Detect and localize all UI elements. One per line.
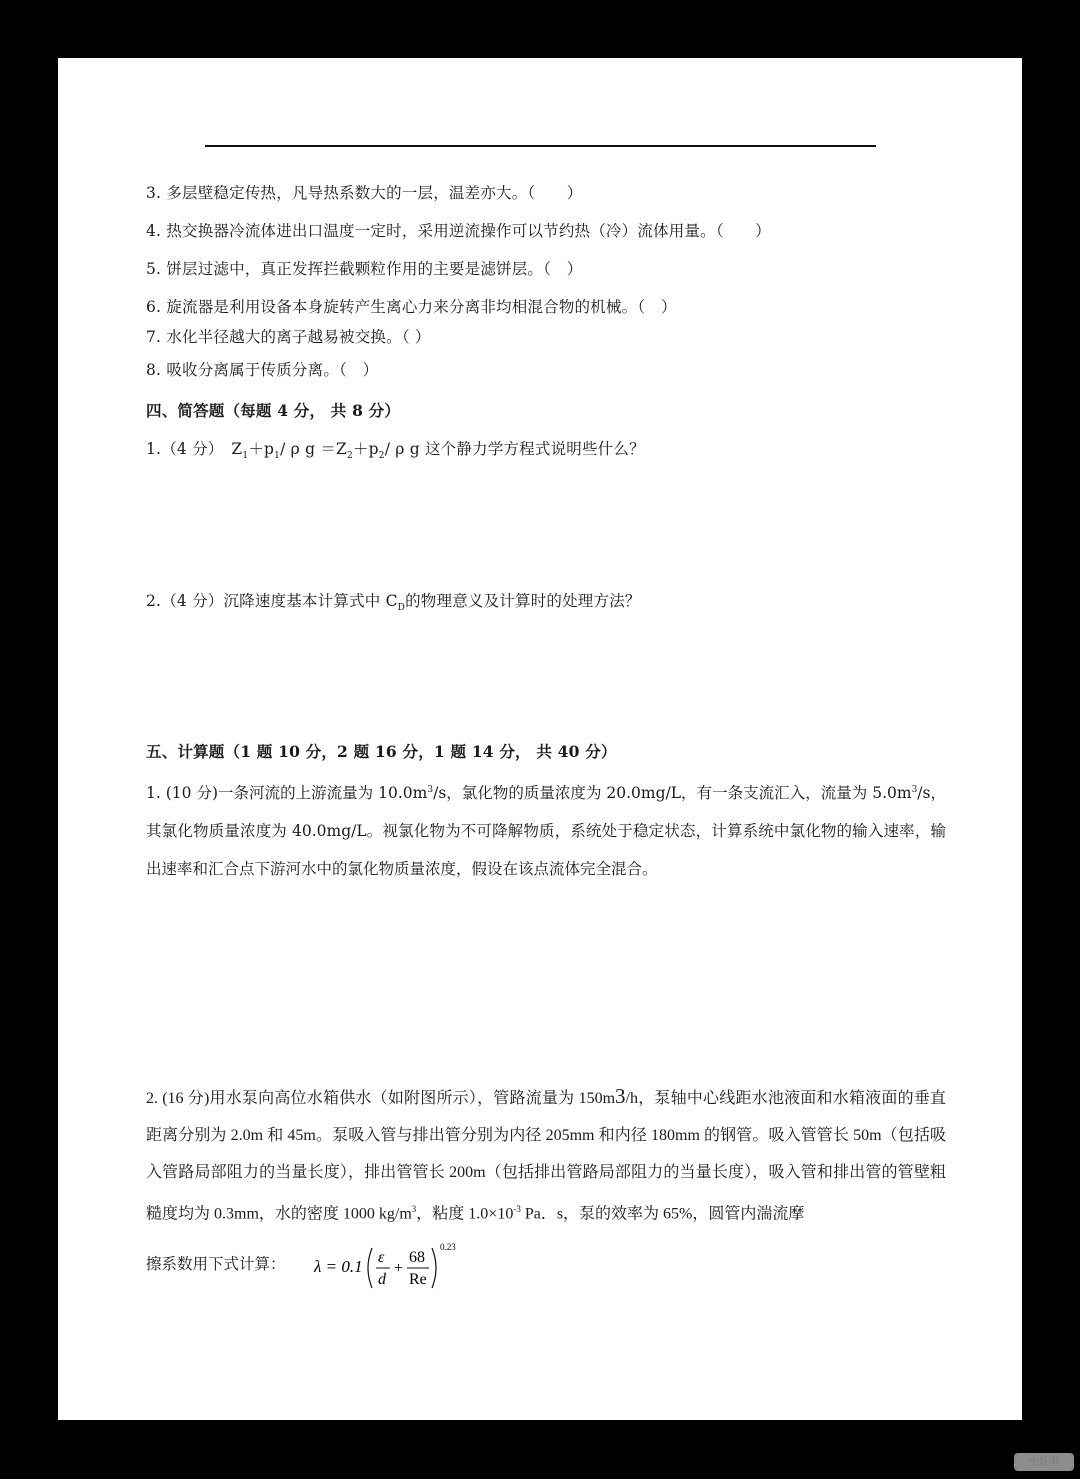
- left-paren: [368, 1248, 372, 1288]
- formula-label: 擦系数用下式计算：: [146, 1255, 286, 1273]
- q1-sub-3: 2: [347, 451, 353, 462]
- q2-text-b: 的物理意义及计算时的处理方法？: [405, 592, 641, 610]
- calc1-text-c: /s，其氯化物质量浓度为 40.0mg/L。视氯化物为不可降解物质，系统处于稳定状态，计算系统中氯化物的输入速率，输出速率和汇合点下游河水中的氯化物质量浓度，假设在该点流体完全混合。: [146, 784, 946, 879]
- calc2-text-a: 2. (16 分)用水泵向高位水箱供水（如附图所示），管路流量为 150m: [146, 1090, 616, 1107]
- q1-text-d: ＋p: [352, 440, 379, 458]
- calc2-sup-2: 3: [411, 1204, 417, 1214]
- friction-factor-formula: [314, 1238, 464, 1298]
- q1-sub-1: 1: [242, 451, 249, 462]
- q1-text-e: / ρ g 这个静力学方程式说明些什么？: [384, 440, 645, 458]
- formula-exponent: 0.23: [440, 1242, 456, 1252]
- short-answer-q1: [146, 439, 645, 466]
- judge-item-3: 3. 多层壁稳定传热，凡导热系数大的一层，温差亦大。（ ）: [146, 184, 583, 202]
- calc2-text-d: Pa．s，泵的效率为 65%，圆管内湍流摩: [520, 1205, 805, 1223]
- judge-item-4: 4. 热交换器冷流体进出口温度一定时，采用逆流操作可以节约热（冷）流体用量。（ ）: [146, 222, 771, 240]
- q1-text-b: ＋p: [248, 440, 275, 458]
- calc2-text-b: /h，泵轴中心线距水池液面和水箱液面的垂直距离分别为 2.0m 和 45m。泵吸入管与排出管分别为内径 205mm 和内径 180mm 的钢管。吸入管管长 50m（包括吸入管路局部阻力的当量长度），排出管管长 200m（包括排出管路局部阻力的当量长度），吸入管和排出管的管壁粗糙度均为 0.3mm，水的密度 1000 kg/m: [146, 1090, 946, 1223]
- calc1-sup-1: 3: [427, 785, 434, 795]
- section-heading-calculation: 五、计算题（1 题 10 分，2 题 16 分，1 题 14 分， 共 40 分）: [146, 742, 617, 761]
- q2-sub-d: D: [397, 603, 406, 614]
- calc2-sup-3: -3: [513, 1204, 521, 1214]
- calc2-cubed: 3: [615, 1084, 626, 1108]
- q1-text-c: / ρ g ＝Z: [280, 440, 348, 458]
- header-rule: [205, 145, 876, 147]
- judge-item-5: 5. 饼层过滤中，真正发挥拦截颗粒作用的主要是滤饼层。（ ）: [146, 260, 583, 278]
- watermark-logo: 小红书: [1014, 1453, 1074, 1471]
- q1-text-a: 1.（4 分） Z: [146, 440, 243, 458]
- short-answer-q2: [146, 591, 641, 618]
- formula-num-68: 68: [409, 1249, 425, 1266]
- formula-den-d: d: [378, 1271, 386, 1288]
- formula-den-re: Re: [409, 1271, 427, 1288]
- q1-sub-2: 1: [274, 451, 281, 462]
- calc1-sup-2: 3: [911, 785, 918, 795]
- formula-num-epsilon: ε: [378, 1249, 385, 1266]
- q2-text-a: 2.（4 分）沉降速度基本计算式中 C: [146, 592, 398, 610]
- calc1-text-b: /s，氯化物的质量浓度为 20.0mg/L，有一条支流汇入，流量为 5.0m: [433, 784, 912, 803]
- calc1-text-a: 1. (10 分)一条河流的上游流量为 10.0m: [146, 784, 428, 803]
- section-heading-short-answer: 四、简答题（每题 4 分， 共 8 分）: [146, 401, 401, 420]
- formula-lhs: λ = 0.1: [314, 1257, 363, 1276]
- calc-question-2: [146, 1078, 946, 1232]
- judge-item-8: 8. 吸收分离属于传质分离。（ ）: [146, 361, 379, 379]
- q1-sub-4: 2: [378, 451, 385, 462]
- formula-plus: +: [394, 1260, 404, 1277]
- judge-item-6: 6. 旋流器是利用设备本身旋转产生离心力来分离非均相混合物的机械。（ ）: [146, 298, 677, 316]
- calc-question-1: [146, 771, 946, 888]
- right-paren: [432, 1248, 436, 1288]
- exam-page: [58, 58, 1022, 1420]
- judge-item-7: 7. 水化半径越大的离子越易被交换。（ ）: [146, 328, 431, 346]
- calc2-text-c: ，粘度 1.0×10: [416, 1205, 514, 1223]
